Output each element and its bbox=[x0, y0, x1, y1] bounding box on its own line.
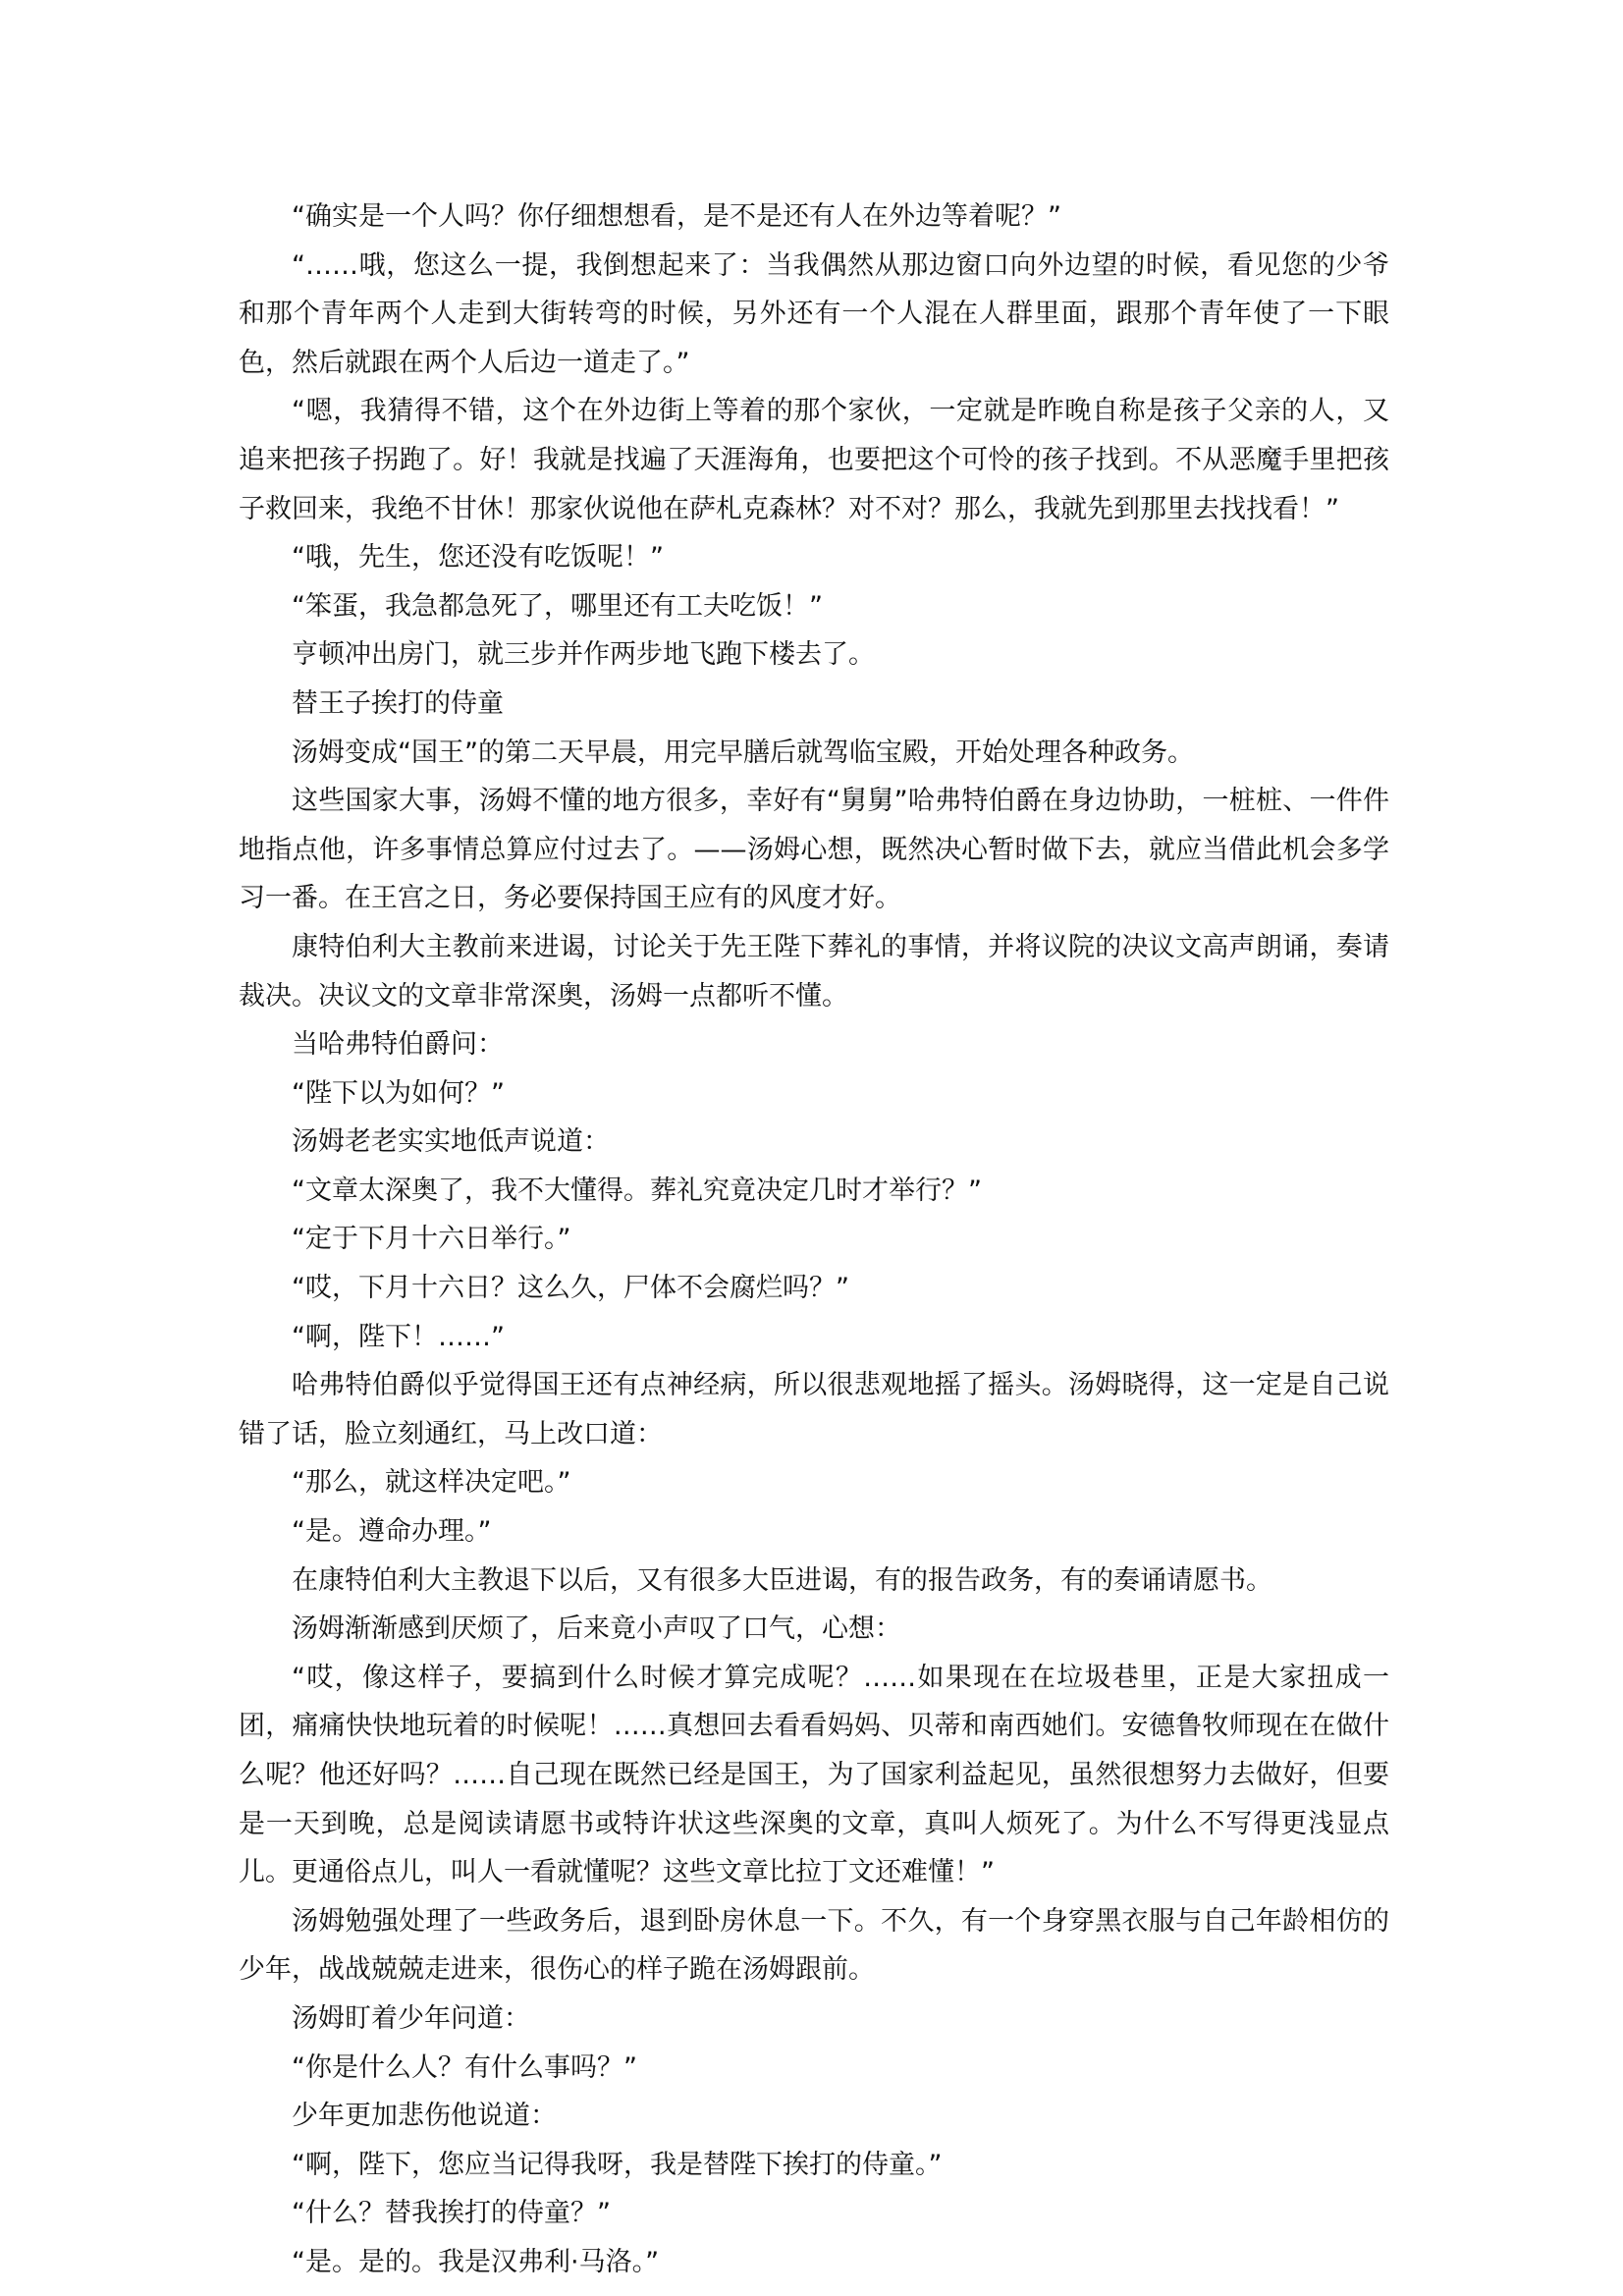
paragraph: 汤姆老老实实地低声说道： bbox=[292, 1126, 610, 1158]
paragraph: “是。遵命办理。” bbox=[292, 1516, 492, 1548]
paragraph: 亨顿冲出房门，就三步并作两步地飞跑下楼去了。 bbox=[292, 639, 875, 671]
paragraph: “啊，陛下，您应当记得我呀，我是替陛下挨打的侍童。” bbox=[292, 2149, 943, 2180]
paragraph: “哦，先生，您还没有吃饭呢！” bbox=[292, 542, 664, 574]
paragraph: “……哦，您这么一提，我倒想起来了：当我偶然从那边窗口向外边望的时候，看见您的少爷和那个青年两个人走到大街转弯的时候，另外还有一个人混在人群里面，跟那个青年使了一下眼色，然后就跟在两个人后边一道走了。” bbox=[239, 249, 1389, 378]
paragraph: 当哈弗特伯爵问： bbox=[292, 1029, 504, 1061]
paragraph: 康特伯利大主教前来进谒，讨论关于先王陛下葬礼的事情，并将议院的决议文高声朗诵，奏请裁决。决议文的文章非常深奥，汤姆一点都听不懂。 bbox=[239, 931, 1389, 1011]
paragraph: 汤姆盯着少年问道： bbox=[292, 2002, 530, 2034]
paragraph: “定于下月十六日举行。” bbox=[292, 1224, 571, 1255]
paragraph: “陛下以为如何？” bbox=[292, 1077, 505, 1109]
section-heading: 替王子挨打的侍童 bbox=[292, 687, 504, 719]
paragraph: 哈弗特伯爵似乎觉得国王还有点神经病，所以很悲观地摇了摇头。汤姆晓得，这一定是自己说错了话，脸立刻通红，马上改口道： bbox=[239, 1370, 1389, 1449]
paragraph: “什么？替我挨打的侍童？” bbox=[292, 2198, 611, 2229]
paragraph: “你是什么人？有什么事吗？” bbox=[292, 2051, 637, 2083]
paragraph: 这些国家大事，汤姆不懂的地方很多，幸好有“舅舅”哈弗特伯爵在身边协助，一桩桩、一件件地指点他，许多事情总算应付过去了。——汤姆心想，既然决心暂时做下去，就应当借此机会多学习一番。在王宫之日，务必要保持国王应有的风度才好。 bbox=[239, 786, 1389, 914]
paragraph: 汤姆勉强处理了一些政务后，退到卧房休息一下。不久，有一个身穿黑衣服与自己年龄相仿的少年，战战兢兢走进来，很伤心的样子跪在汤姆跟前。 bbox=[239, 1905, 1389, 1986]
paragraph: 在康特伯利大主教退下以后，又有很多大臣进谒，有的报告政务，有的奏诵请愿书。 bbox=[292, 1564, 1272, 1596]
paragraph: “文章太深奥了，我不大懂得。葬礼究竟决定几时才举行？” bbox=[292, 1175, 982, 1206]
paragraph: 汤姆渐渐感到厌烦了，后来竟小声叹了口气，心想： bbox=[292, 1613, 901, 1645]
paragraph: “是。是的。我是汉弗利·马洛。” bbox=[292, 2246, 660, 2277]
paragraph: “那么，就这样决定吧。” bbox=[292, 1467, 571, 1499]
paragraph: “哎，下月十六日？这么久，尸体不会腐烂吗？” bbox=[292, 1273, 849, 1304]
paragraph: “笨蛋，我急都急死了，哪里还有工夫吃饭！” bbox=[292, 590, 823, 622]
paragraph: “哎，像这样子，要搞到什么时候才算完成呢？……如果现在在垃圾巷里，正是大家扭成一团，痛痛快快地玩着的时候呢！……真想回去看看妈妈、贝蒂和南西她们。安德鲁牧师现在在做什么呢？他还好吗？……自己现在既然已经是国王，为了国家利益起见，虽然很想努力去做好，但要是一天到晚，总是阅读请愿书或特许状这些深奥的文章，真叫人烦死了。为什么不写得更浅显点儿。更通俗点儿，叫人一看就懂呢？这些文章比拉丁文还难懂！” bbox=[239, 1662, 1389, 1888]
paragraph: 汤姆变成“国王”的第二天早晨，用完早膳后就驾临宝殿，开始处理各种政务。 bbox=[292, 737, 1194, 768]
paragraph: “确实是一个人吗？你仔细想想看，是不是还有人在外边等着呢？” bbox=[292, 201, 1061, 232]
paragraph: 少年更加悲伤他说道： bbox=[292, 2101, 557, 2132]
paragraph: “嗯，我猜得不错，这个在外边街上等着的那个家伙，一定就是昨晚自称是孩子父亲的人，又追来把孩子拐跑了。好！我就是找遍了天涯海角，也要把这个可怜的孩子找到。不从恶魔手里把孩子救回来，我绝不甘休！那家伙说他在萨札克森林？对不对？那么，我就先到那里去找找看！” bbox=[239, 396, 1389, 524]
paragraph: “啊，陛下！……” bbox=[292, 1321, 505, 1352]
body-text bbox=[239, 192, 1389, 2287]
